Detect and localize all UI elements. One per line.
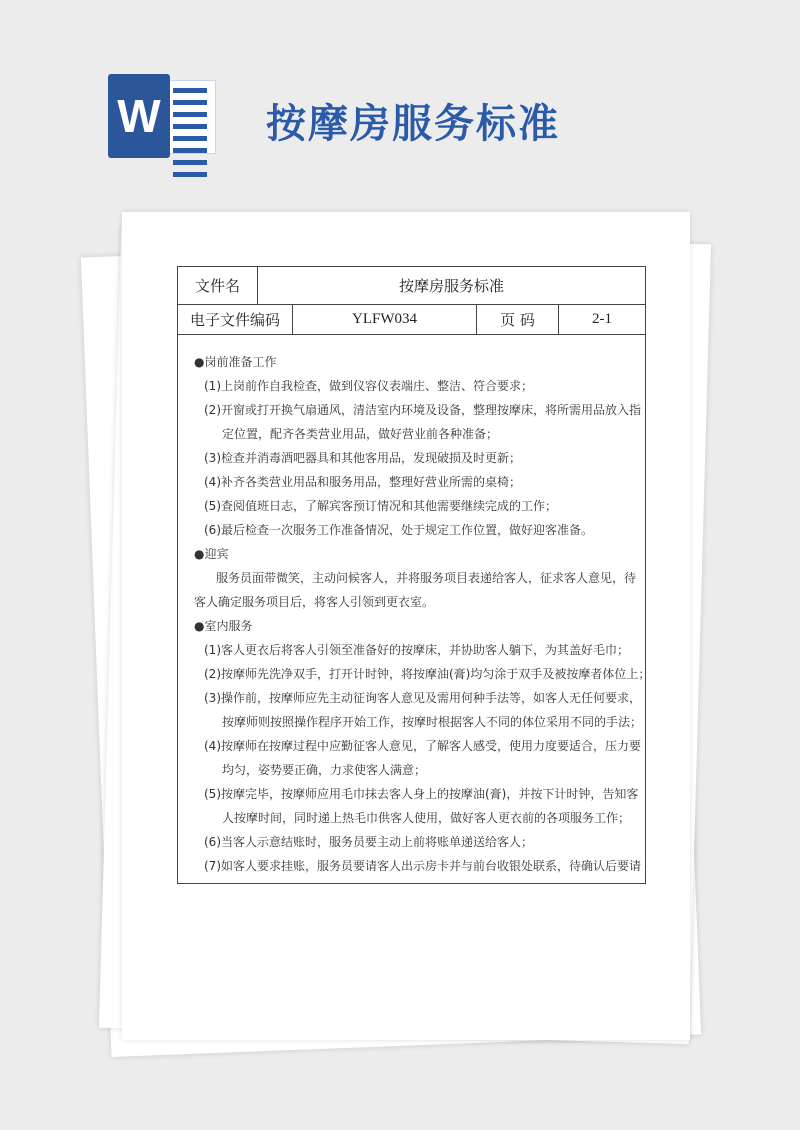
body-line: 客人确定服务项目后，将客人引领到更衣室。: [194, 595, 435, 609]
body-line: 按摩师则按照操作程序开始工作，按摩时根据客人不同的体位采用不同的手法；: [222, 715, 643, 729]
table-row: [178, 267, 645, 305]
body-line: (1)客人更衣后将客人引领至准备好的按摩床，并协助客人躺下，为其盖好毛巾；: [204, 643, 630, 657]
section-heading: ●岗前准备工作: [194, 355, 277, 369]
body-line: (1)上岗前作自我检查，做到仪容仪表端庄、整洁、符合要求；: [204, 379, 534, 393]
word-app-icon: [108, 74, 214, 158]
body-line: 人按摩时间，同时递上热毛巾供客人使用，做好客人更衣前的各项服务工作；: [222, 811, 631, 825]
body-line: (4)按摩师在按摩过程中应勤征客人意见，了解客人感受，使用力度要适合，压力要: [204, 739, 642, 753]
body-line: (4)补齐各类营业用品和服务用品，整理好营业所需的桌椅；: [204, 475, 522, 489]
page-title: 按摩房服务标准: [266, 101, 560, 147]
page-value: 2-1: [592, 311, 612, 327]
body-line: 服务员面带微笑，主动问候客人，并将服务项目表递给客人，征求客人意见，待: [216, 571, 637, 585]
body-line: (2)开窗或打开换气扇通风，清洁室内环境及设备，整理按摩床，将所需用品放入指: [204, 403, 642, 417]
page-label: 页 码: [477, 305, 559, 334]
document-table: [177, 266, 651, 884]
body-line: 定位置，配齐各类营业用品，做好营业前各种准备；: [222, 427, 499, 441]
body-line: (2)按摩师先洗净双手，打开计时钟，将按摩油(膏)均匀涂于双手及被按摩者体位上；: [204, 667, 651, 681]
code-label: 电子文件编码: [178, 305, 293, 334]
word-letter: W: [108, 74, 170, 158]
section-heading: ●室内服务: [194, 619, 253, 633]
body-line: (5)查阅值班日志，了解宾客预订情况和其他需要继续完成的工作；: [204, 499, 558, 513]
body-line: (6)当客人示意结账时，服务员要主动上前将账单递送给客人；: [204, 835, 534, 849]
body-line: (6)最后检查一次服务工作准备情况，处于规定工作位置，做好迎客准备。: [204, 523, 594, 537]
section-heading: ●迎宾: [194, 547, 229, 561]
body-line: 均匀，姿势要正确，力求使客人满意；: [222, 763, 427, 777]
file-name-value: 按摩房服务标准: [398, 277, 504, 295]
body-line: (3)操作前，按摩师应先主动征询客人意见及需用何种手法等，如客人无任何要求，: [204, 691, 642, 705]
file-name-label: 文件名: [178, 267, 258, 304]
body-line: (7)如客人要求挂账，服务员要请客人出示房卡并与前台收银处联系，待确认后要请: [204, 859, 642, 873]
body-line: (3)检查并消毒酒吧器具和其他客用品，发现破损及时更新；: [204, 451, 522, 465]
code-value: YLFW034: [293, 305, 477, 334]
table-row: [178, 305, 645, 335]
body-line: (5)按摩完毕，按摩师应用毛巾抹去客人身上的按摩油(膏)，并按下计时钟，告知客: [204, 787, 639, 801]
